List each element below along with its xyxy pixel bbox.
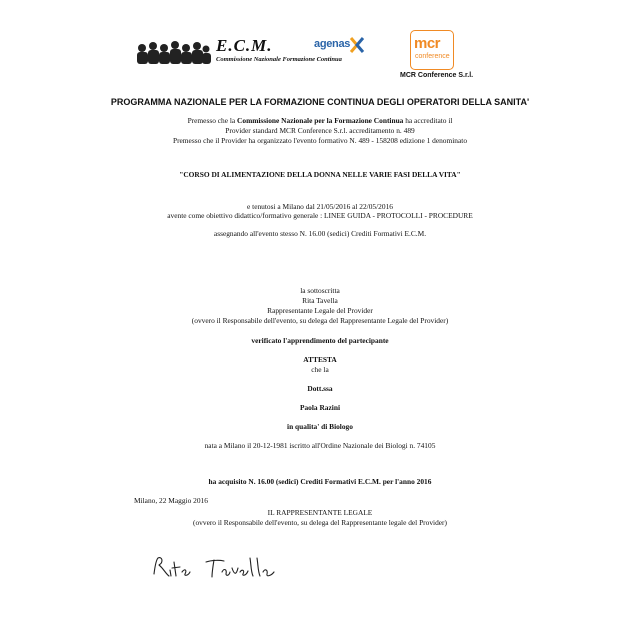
agenas-x-icon xyxy=(348,36,366,54)
premise-line-3: Premesso che il Provider ha organizzato l'evento formativo N. 489 - 158208 edizione 1 denominato xyxy=(172,136,468,145)
people-group-icon xyxy=(136,38,212,66)
signatory-intro: la sottoscritta xyxy=(300,286,340,295)
attesta-heading: ATTESTA xyxy=(303,355,337,364)
signatory-note: (ovvero il Responsabile dell'evento, su delega del Rappresentante Legale del Provider) xyxy=(191,316,449,325)
premise-line-2: Provider standard MCR Conference S.r.l. accreditamento n. 489 xyxy=(225,126,415,135)
premise-line-1-a: Premesso che la xyxy=(187,116,238,125)
legal-representative-note: (ovvero il Responsabile dell'evento, su delega del Rappresentante legale del Provider) xyxy=(193,518,447,527)
event-credits: assegnando all'evento stesso N. 16.00 (sedici) Crediti Formativi E.C.M. xyxy=(213,229,427,238)
participant-title: Dott.ssa xyxy=(307,384,333,393)
signatory-role: Rappresentante Legale del Provider xyxy=(267,306,373,315)
legal-representative: IL RAPPRESENTANTE LEGALE xyxy=(267,508,373,517)
page-title: PROGRAMMA NAZIONALE PER LA FORMAZIONE CONTINUA DEGLI OPERATORI DELLA SANITA' xyxy=(110,97,530,107)
event-dates: e tenutosi a Milano dal 21/05/2016 al 22/05/2016 xyxy=(247,202,393,211)
agenas-logo-text: agenas xyxy=(314,38,351,50)
handwritten-signature xyxy=(150,554,280,582)
agenas-logo xyxy=(314,36,366,56)
participant-details: nata a Milano il 20-12-1981 iscritto all'Ordine Nazionale dei Biologi n. 74105 xyxy=(204,441,436,450)
ecm-title: E.C.M. xyxy=(216,36,273,55)
che-text: che la xyxy=(311,365,329,374)
premise-line-1-c: ha accreditato il xyxy=(403,116,453,125)
mcr-logo-big: mcr xyxy=(414,35,441,52)
premise-line-1 xyxy=(0,116,640,125)
mcr-caption: MCR Conference S.r.l. xyxy=(400,72,474,79)
credits-acquired: ha acquisito N. 16.00 (sedici) Crediti Formativi E.C.M. per l'anno 2016 xyxy=(208,477,432,486)
place-date: Milano, 22 Maggio 2016 xyxy=(134,496,208,505)
verified-text: verificato l'apprendimento del partecipante xyxy=(251,336,389,345)
ecm-subtitle: Commissione Nazionale Formazione Continua xyxy=(216,56,342,63)
signatory-name: Rita Tavella xyxy=(302,296,338,305)
mcr-logo xyxy=(410,30,454,70)
participant-name: Paola Razini xyxy=(299,403,341,412)
participant-quality: in qualita' di Biologo xyxy=(287,422,353,431)
event-objective: avente come obiettivo didattico/formativo generale : LINEE GUIDA - PROTOCOLLI - PROCEDURE xyxy=(167,211,473,220)
mcr-logo-small: conference xyxy=(415,53,450,60)
commission-name: Commissione Nazionale per la Formazione Continua xyxy=(237,116,404,125)
course-title: "CORSO DI ALIMENTAZIONE DELLA DONNA NELLE VARIE FASI DELLA VITA" xyxy=(179,170,461,179)
